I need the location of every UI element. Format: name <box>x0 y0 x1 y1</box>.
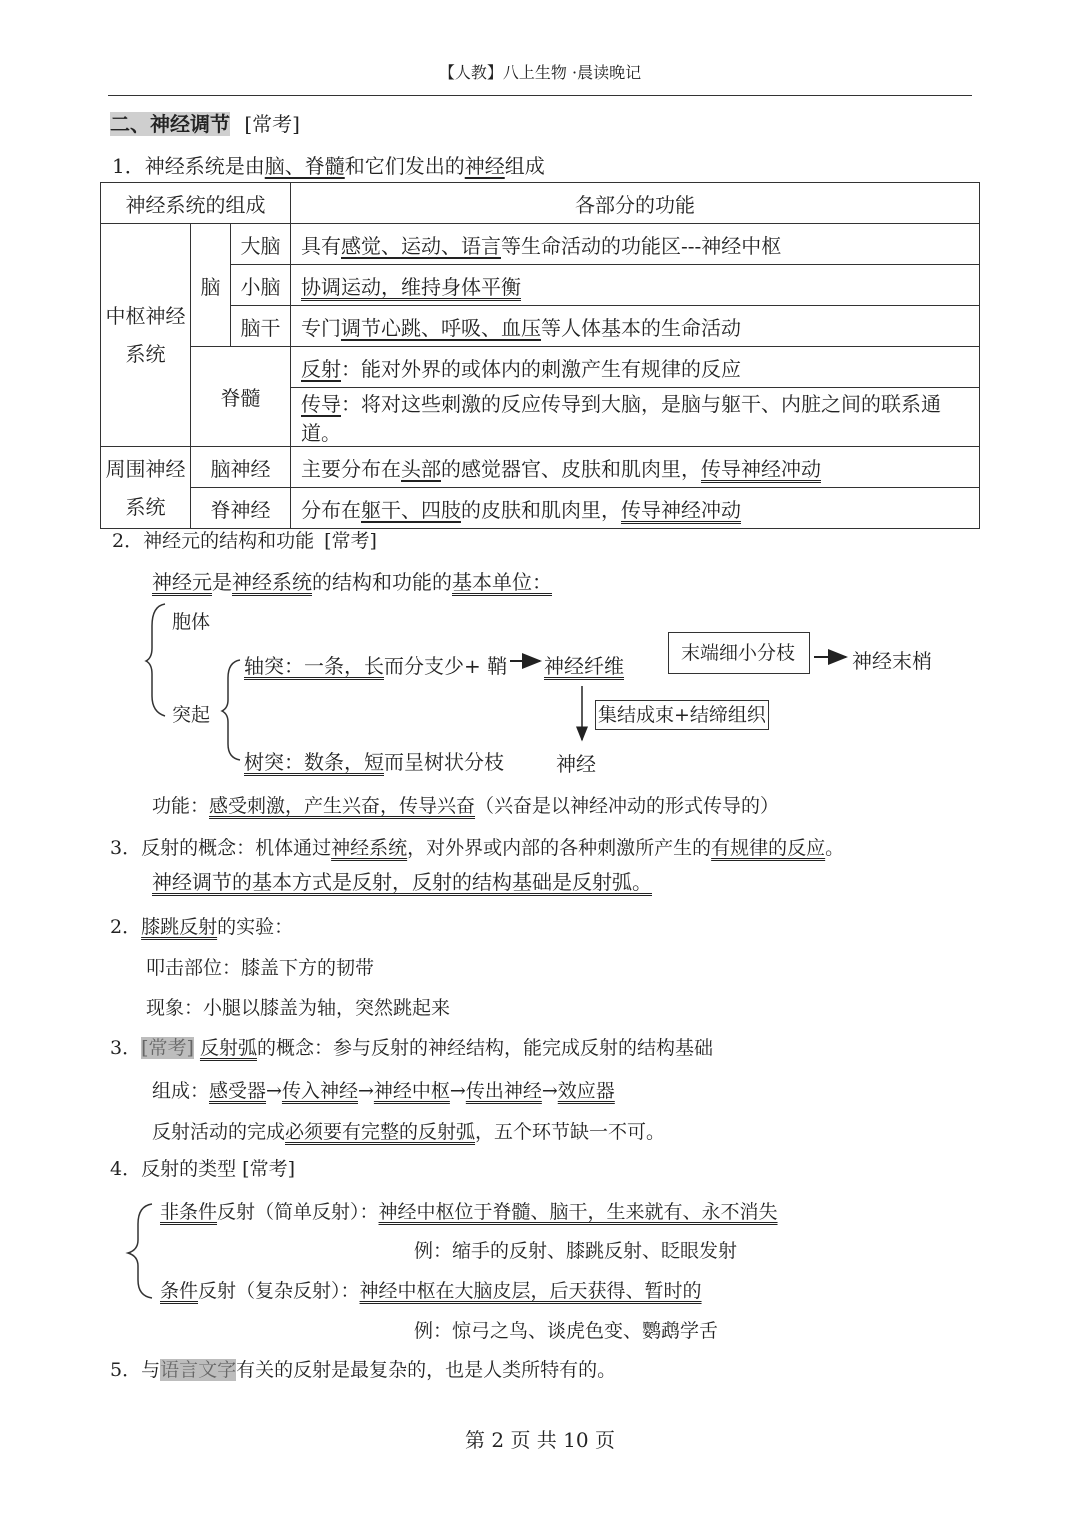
spinal-conduction: 传导：将对这些刺激的反应传导到大脑，是脑与躯干、内脏之间的联系通道。 <box>291 388 980 447</box>
unconditioned-reflex: 非条件反射（简单反射）：神经中枢位于脊髓、脑干，生来就有、永不消失 <box>160 1201 778 1223</box>
axon-text: 轴突：一条，长而分支少+ 鞘 <box>244 654 508 678</box>
spinal-reflex: 反射：能对外界的或体内的刺激产生有规律的反应 <box>291 347 980 388</box>
brain-label: 脑 <box>191 224 231 347</box>
nerve-label: 神经 <box>556 752 596 776</box>
knee-jerk-title: 2．膝跳反射的实验： <box>110 916 294 938</box>
cerebrum-label: 大脑 <box>231 224 291 265</box>
neuron-definition: 神经元是神经系统的结构和功能的基本单位： <box>152 570 552 594</box>
peripheral-nervous-system: 周围神经系统 <box>101 447 191 529</box>
table-head-composition: 神经系统的组成 <box>101 183 291 224</box>
brainstem-function: 专门调节心跳、呼吸、血压等人体基本的生命活动 <box>291 306 980 347</box>
language-reflex: 5．与语言文字有关的反射是最复杂的，也是人类所特有的。 <box>110 1359 617 1381</box>
spinal-cord-label: 脊髓 <box>191 347 291 447</box>
brace-reflex <box>128 1204 152 1298</box>
nerve-ending-label: 神经末梢 <box>852 649 932 673</box>
spinal-nerve-function: 分布在躯干、四肢的皮肤和肌肉里，传导神经冲动 <box>291 488 980 529</box>
knee-jerk-site: 叩击部位：膝盖下方的韧带 <box>146 957 375 979</box>
neuron-function: 功能：感受刺激，产生兴奋，传导兴奋（兴奋是以神经冲动的形式传导的） <box>152 795 780 817</box>
item1-num: 1． <box>112 154 145 178</box>
cerebellum-function: 协调运动，维持身体平衡 <box>291 265 980 306</box>
reflex-basis: 神经调节的基本方式是反射，反射的结构基础是反射弧。 <box>152 870 652 894</box>
table-head-function: 各部分的功能 <box>291 183 980 224</box>
knee-jerk-phenomenon: 现象：小腿以膝盖为轴，突然跳起来 <box>146 997 451 1019</box>
page-footer: 第 2 页 共 10 页 <box>465 1428 615 1452</box>
item1-pre: 神经系统是由 <box>144 154 265 178</box>
brainstem-label: 脑干 <box>231 306 291 347</box>
terminal-branch-box: 末端细小分枝 <box>668 632 810 674</box>
bundle-box: 集结成束+结缔组织 <box>595 700 769 730</box>
cerebrum-function: 具有感觉、运动、语言等生命活动的功能区---神经中枢 <box>291 224 980 265</box>
central-nervous-system: 中枢神经系统 <box>101 224 191 447</box>
page-header: 【人教】八上生物 ·晨读晚记 <box>438 63 642 82</box>
cranial-nerve-label: 脑神经 <box>191 447 291 488</box>
item1-mid: 和它们发出的 <box>344 154 465 178</box>
reflex-arc-components: 组成：感受器→传入神经→神经中枢→传出神经→效应器 <box>152 1080 615 1102</box>
item1-post: 组成 <box>504 154 545 178</box>
item2-title: 2．神经元的结构和功能 [常考] <box>112 530 377 552</box>
process-label: 突起 <box>172 704 211 726</box>
section-tag: [常考] <box>244 112 300 136</box>
unconditioned-example: 例：缩手的反射、膝跳反射、眨眼发射 <box>414 1240 738 1262</box>
reflex-arc-note: 反射活动的完成必须要有完整的反射弧，五个环节缺一不可。 <box>152 1121 666 1143</box>
reflex-types-title: 4．反射的类型 [常考] <box>110 1158 295 1180</box>
item1-h1: 脑、脊髓 <box>264 154 345 178</box>
brace-neuron <box>146 604 165 716</box>
dendrite-text: 树突：数条，短而呈树状分枝 <box>244 750 504 774</box>
cerebellum-label: 小脑 <box>231 265 291 306</box>
brace-process <box>222 660 240 760</box>
item1-h2: 神经 <box>464 154 505 178</box>
nerve-fiber-label: 神经纤维 <box>544 654 624 678</box>
section-title-text: 二、神经调节 <box>110 112 230 136</box>
cranial-nerve-function: 主要分布在头部的感觉器官、皮肤和肌肉里，传导神经冲动 <box>291 447 980 488</box>
conditioned-example: 例：惊弓之鸟、谈虎色变、鹦鹉学舌 <box>414 1320 719 1342</box>
conditioned-reflex: 条件反射（复杂反射）：神经中枢在大脑皮层，后天获得、暂时的 <box>160 1280 702 1302</box>
reflex-concept: 3．反射的概念：机体通过神经系统，对外界或内部的各种刺激所产生的有规律的反应。 <box>110 837 845 859</box>
spinal-nerve-label: 脊神经 <box>191 488 291 529</box>
reflex-arc-title: 3．[常考] 反射弧的概念：参与反射的神经结构，能完成反射的结构基础 <box>110 1037 713 1059</box>
soma-label: 胞体 <box>172 611 211 633</box>
